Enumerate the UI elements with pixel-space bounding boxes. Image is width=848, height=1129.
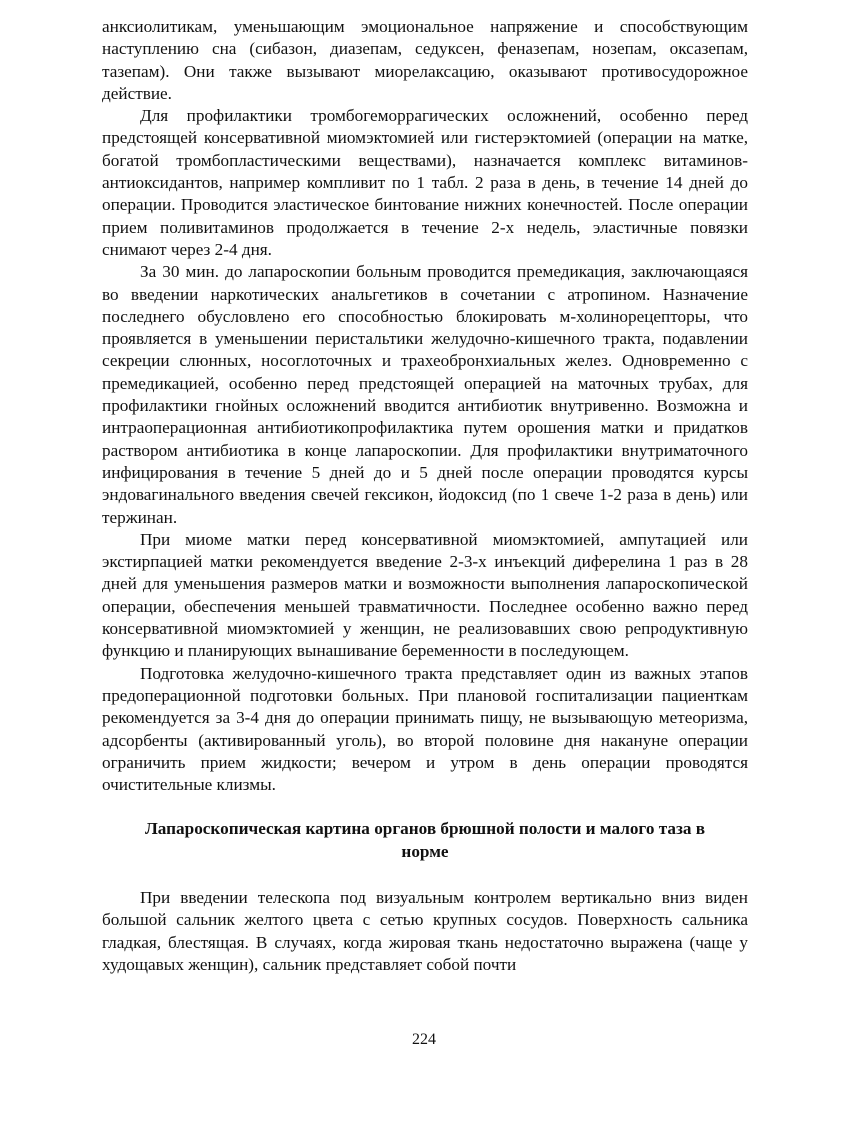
spacer bbox=[102, 863, 748, 887]
paragraph-sedatives: анксиолитикам, уменьшающим эмоциональное напряжение и способствующим наступлению сна (сибазон, диазепам, седуксен, феназепам, нозепам, оксазепам, тазепам). Они также вызывают миорелаксацию, оказывают противосудорожное действие. bbox=[102, 17, 748, 103]
spacer bbox=[102, 796, 748, 818]
page-number: 224 bbox=[412, 1031, 436, 1048]
section-heading: Лапароскопическая картина органов брюшной полости и малого таза в норме bbox=[144, 819, 706, 861]
paragraph-myoma-preparation: При миоме матки перед консервативной миомэктомией, ампутацией или экстирпацией матки рекомендуется введение 2-3-х инъекций диферелина 1 раз в 28 дней для уменьшения размеров матки и возможности выполнения лапароскопической операции, обеспечения меньшей травматичности. Последнее особенно важно перед консервативной миомэктомией у женщин, не реализовавших свою репродуктивную функцию и планирующих вынашивание беременности в последующем. bbox=[102, 529, 748, 661]
paragraph-premedication: За 30 мин. до лапароскопии больным проводится премедикация, заключающаяся во введении наркотических анальгетиков в сочетании с атропином. Назначение последнего обусловлено его способностью блокировать м-холинорецепторы, что проявляется в уменьшении перистальтики желудочно-кишечного тракта, подавлении секреции слюнных, носоглоточных и трахеобронхиальных желез. Одновременно с премедикацией, особенно перед предстоящей операцией на маточных трубах, для профилактики гнойных осложнений вводится антибиотик внутривенно. Возможна и интраоперационная антибиотикопрофилактика путем орошения матки и придатков раствором антибиотика в конце лапароскопии. Для профилактики внутриматочного инфицирования в течение 5 дней до и 5 дней после операции проводятся курсы эндовагинального введения свечей гексикон, йодоксид (по 1 свече 1-2 раза в день) или тержинан. bbox=[102, 262, 748, 527]
paragraph-gi-preparation: Подготовка желудочно-кишечного тракта представляет один из важных этапов предоперационной подготовки больных. При плановой госпитализации пациенткам рекомендуется за 3-4 дня до операции принимать пищу, не вызывающую метеоризма, адсорбенты (активированный уголь), во второй половине дня накануне операции ограничить прием жидкости; вечером и утром в день операции проводятся очистительные клизмы. bbox=[102, 663, 748, 795]
paragraph-thrombo-prophylaxis: Для профилактики тромбогеморрагических осложнений, особенно перед предстоящей консервативной миомэктомией или гистерэктомией (операции на матке, богатой тромбопластическими веществами), назначается комплекс витаминов-антиоксидантов, например компливит по 1 табл. 2 раза в день, в течение 14 дней до операции. Проводится эластическое бинтование нижних конечностей. После операции прием поливитаминов продолжается в течение 2-х недель, эластичные повязки снимают через 2-4 дня. bbox=[102, 106, 748, 259]
paragraph-laparoscopic-view: При введении телескопа под визуальным контролем вертикально вниз виден большой сальник желтого цвета с сетью крупных сосудов. Поверхность сальника гладкая, блестящая. В случаях, когда жировая ткань недостаточно выражена (чаще у худощавых женщин), сальник представляет собой почти bbox=[102, 887, 748, 974]
